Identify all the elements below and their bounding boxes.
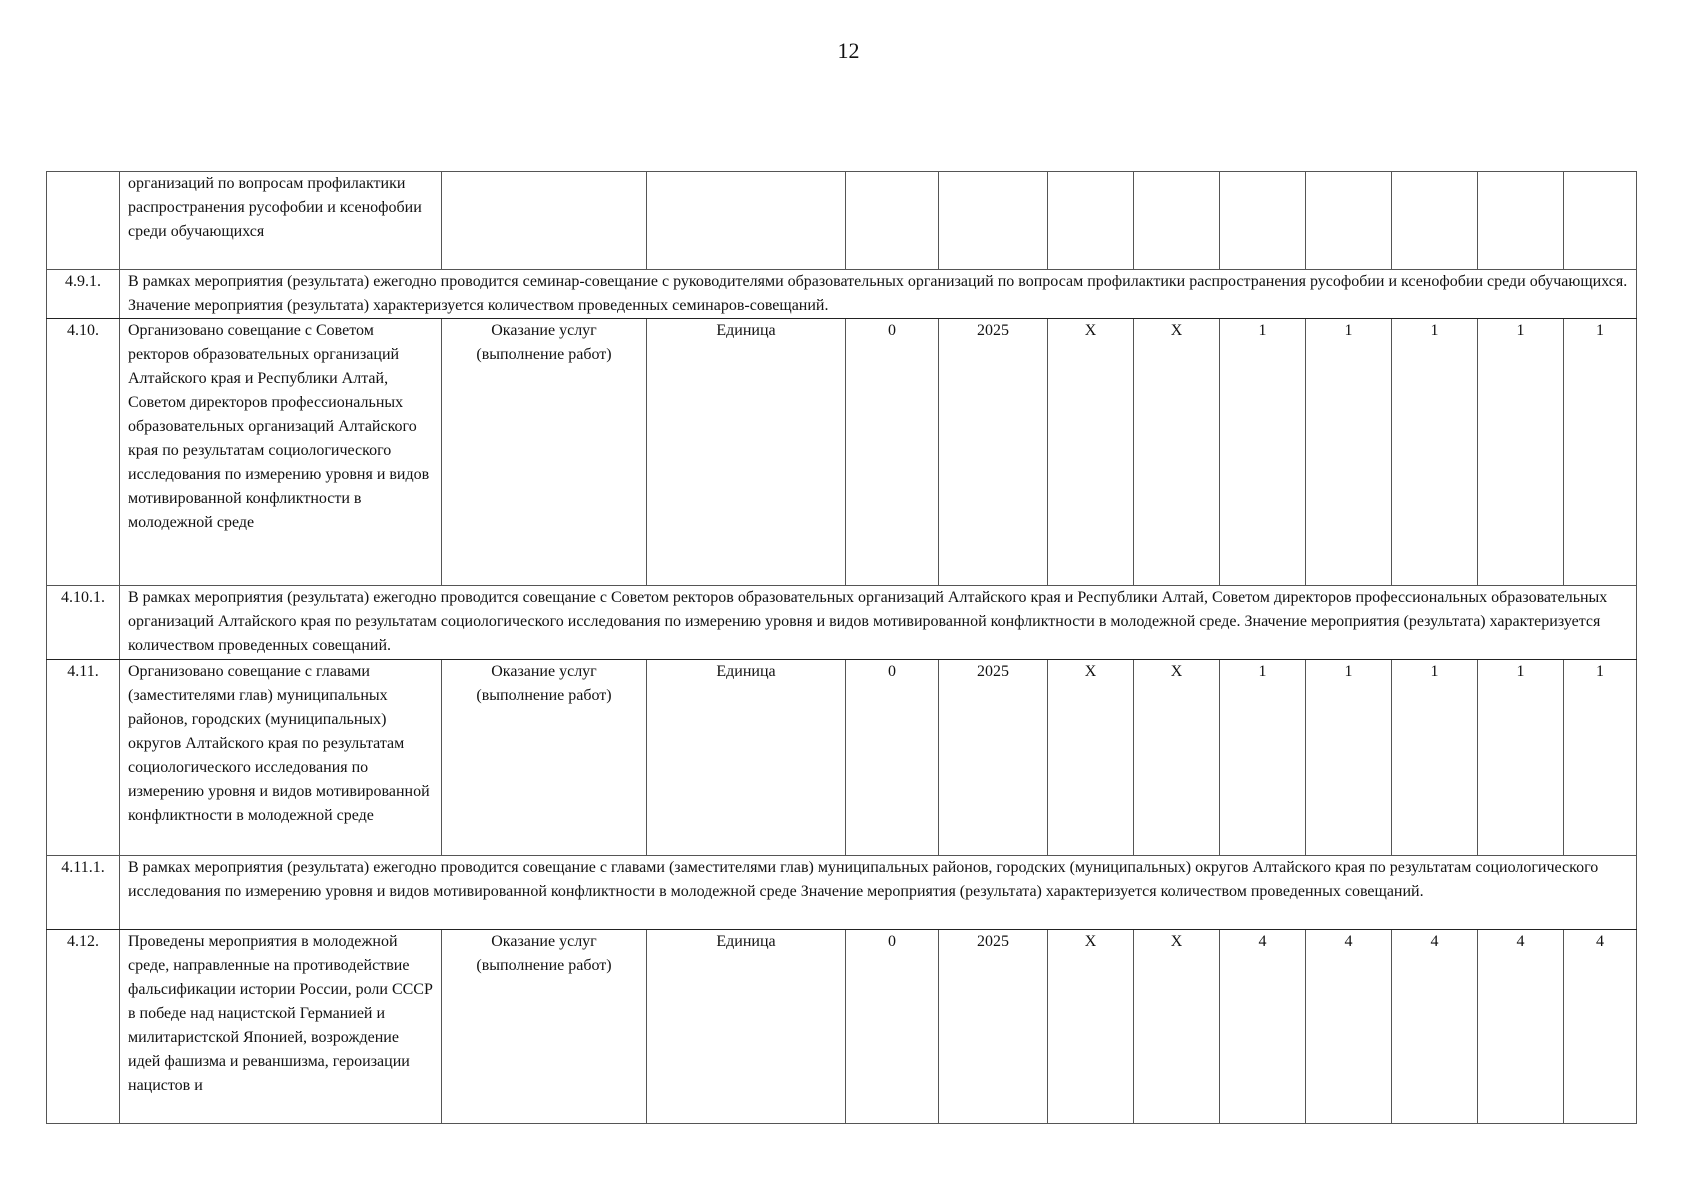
table-row <box>47 319 1637 586</box>
table-row <box>47 172 1637 270</box>
year3-value-cell: 1 <box>1392 319 1478 586</box>
base-year-cell: 2025 <box>939 319 1048 586</box>
col-x2-cell: X <box>1134 319 1220 586</box>
result-type-cell <box>442 172 647 270</box>
year4-value-cell: 1 <box>1478 660 1564 856</box>
unit-cell: Единица <box>647 660 846 856</box>
measure-name-cell: Проведены мероприятия в молодежной среде, направленные на противодействие фальсификации истории России, роли СССР в победе над нацистской Германией и милитаристской Японией, возрождение идей фашизма и реваншизма, героизации нацистов и <box>120 930 442 1124</box>
year5-value-cell: 1 <box>1564 319 1637 586</box>
description-cell: В рамках мероприятия (результата) ежегодно проводится семинар-совещание с руководителями образовательных организаций по вопросам профилактики распространения русофобии и ксенофобии среди обучающихся. Значение мероприятия (результата) характеризуется количеством проведенных семинаров-совещаний. <box>120 270 1637 319</box>
col-x1-cell: X <box>1048 319 1134 586</box>
base-value-cell: 0 <box>846 930 939 1124</box>
base-value-cell: 0 <box>846 660 939 856</box>
col-x1-cell: X <box>1048 660 1134 856</box>
col-x2-cell: X <box>1134 660 1220 856</box>
base-year-cell: 2025 <box>939 930 1048 1124</box>
row-number-cell <box>47 172 120 270</box>
measures-table <box>46 171 1637 1124</box>
year2-value-cell: 1 <box>1306 319 1392 586</box>
year2-value-cell: 4 <box>1306 930 1392 1124</box>
description-row <box>47 856 1637 930</box>
year4-value-cell: 1 <box>1478 319 1564 586</box>
year1-value-cell: 1 <box>1220 319 1306 586</box>
base-value-cell: 0 <box>846 319 939 586</box>
description-row <box>47 270 1637 319</box>
unit-cell <box>647 172 846 270</box>
year5-value-cell: 1 <box>1564 660 1637 856</box>
measure-name-cell: Организовано совещание с главами (заместителями глав) муниципальных районов, городских (муниципальных) округов Алтайского края по результатам социологического исследования по измерению уровня и видов мотивированной конфликтности в молодежной среде <box>120 660 442 856</box>
table-body <box>47 172 1637 1124</box>
measure-name-cell: организаций по вопросам профилактики распространения русофобии и ксенофобии среди обучающихся <box>120 172 442 270</box>
result-type-cell: Оказание услуг (выполнение работ) <box>442 660 647 856</box>
year3-value-cell: 1 <box>1392 660 1478 856</box>
result-type-cell: Оказание услуг (выполнение работ) <box>442 319 647 586</box>
row-number-cell: 4.11.1. <box>47 856 120 930</box>
col-x2-cell <box>1134 172 1220 270</box>
year1-value-cell <box>1220 172 1306 270</box>
year5-value-cell <box>1564 172 1637 270</box>
year2-value-cell <box>1306 172 1392 270</box>
col-x2-cell: X <box>1134 930 1220 1124</box>
base-year-cell: 2025 <box>939 660 1048 856</box>
row-number-cell: 4.10.1. <box>47 586 120 660</box>
year1-value-cell: 1 <box>1220 660 1306 856</box>
base-year-cell <box>939 172 1048 270</box>
row-number-cell: 4.10. <box>47 319 120 586</box>
page-number: 12 <box>837 38 860 63</box>
unit-cell: Единица <box>647 319 846 586</box>
year5-value-cell: 4 <box>1564 930 1637 1124</box>
description-row <box>47 586 1637 660</box>
unit-cell: Единица <box>647 930 846 1124</box>
measure-name-cell: Организовано совещание с Советом ректоров образовательных организаций Алтайского края и Республики Алтай, Советом директоров профессиональных образовательных организаций Алтайского края по результатам социологического исследования по измерению уровня и видов мотивированной конфликтности в молодежной среде <box>120 319 442 586</box>
description-cell: В рамках мероприятия (результата) ежегодно проводится совещание с главами (заместителями глав) муниципальных районов, городских (муниципальных) округов Алтайского края по результатам социологического исследования по измерению уровня и видов мотивированной конфликтности в молодежной среде Значение мероприятия (результата) характеризуется количеством проведенных совещаний. <box>120 856 1637 930</box>
col-x1-cell: X <box>1048 930 1134 1124</box>
year3-value-cell: 4 <box>1392 930 1478 1124</box>
col-x1-cell <box>1048 172 1134 270</box>
table-row <box>47 930 1637 1124</box>
base-value-cell <box>846 172 939 270</box>
result-type-cell: Оказание услуг (выполнение работ) <box>442 930 647 1124</box>
row-number-cell: 4.12. <box>47 930 120 1124</box>
year4-value-cell <box>1478 172 1564 270</box>
year3-value-cell <box>1392 172 1478 270</box>
year4-value-cell: 4 <box>1478 930 1564 1124</box>
row-number-cell: 4.11. <box>47 660 120 856</box>
row-number-cell: 4.9.1. <box>47 270 120 319</box>
year1-value-cell: 4 <box>1220 930 1306 1124</box>
year2-value-cell: 1 <box>1306 660 1392 856</box>
description-cell: В рамках мероприятия (результата) ежегодно проводится совещание с Советом ректоров образовательных организаций Алтайского края и Республики Алтай, Советом директоров профессиональных образовательных организаций Алтайского края по результатам социологического исследования по измерению уровня и видов мотивированной конфликтности в молодежной среде. Значение мероприятия (результата) характеризуется количеством проведенных совещаний. <box>120 586 1637 660</box>
table-row <box>47 660 1637 856</box>
